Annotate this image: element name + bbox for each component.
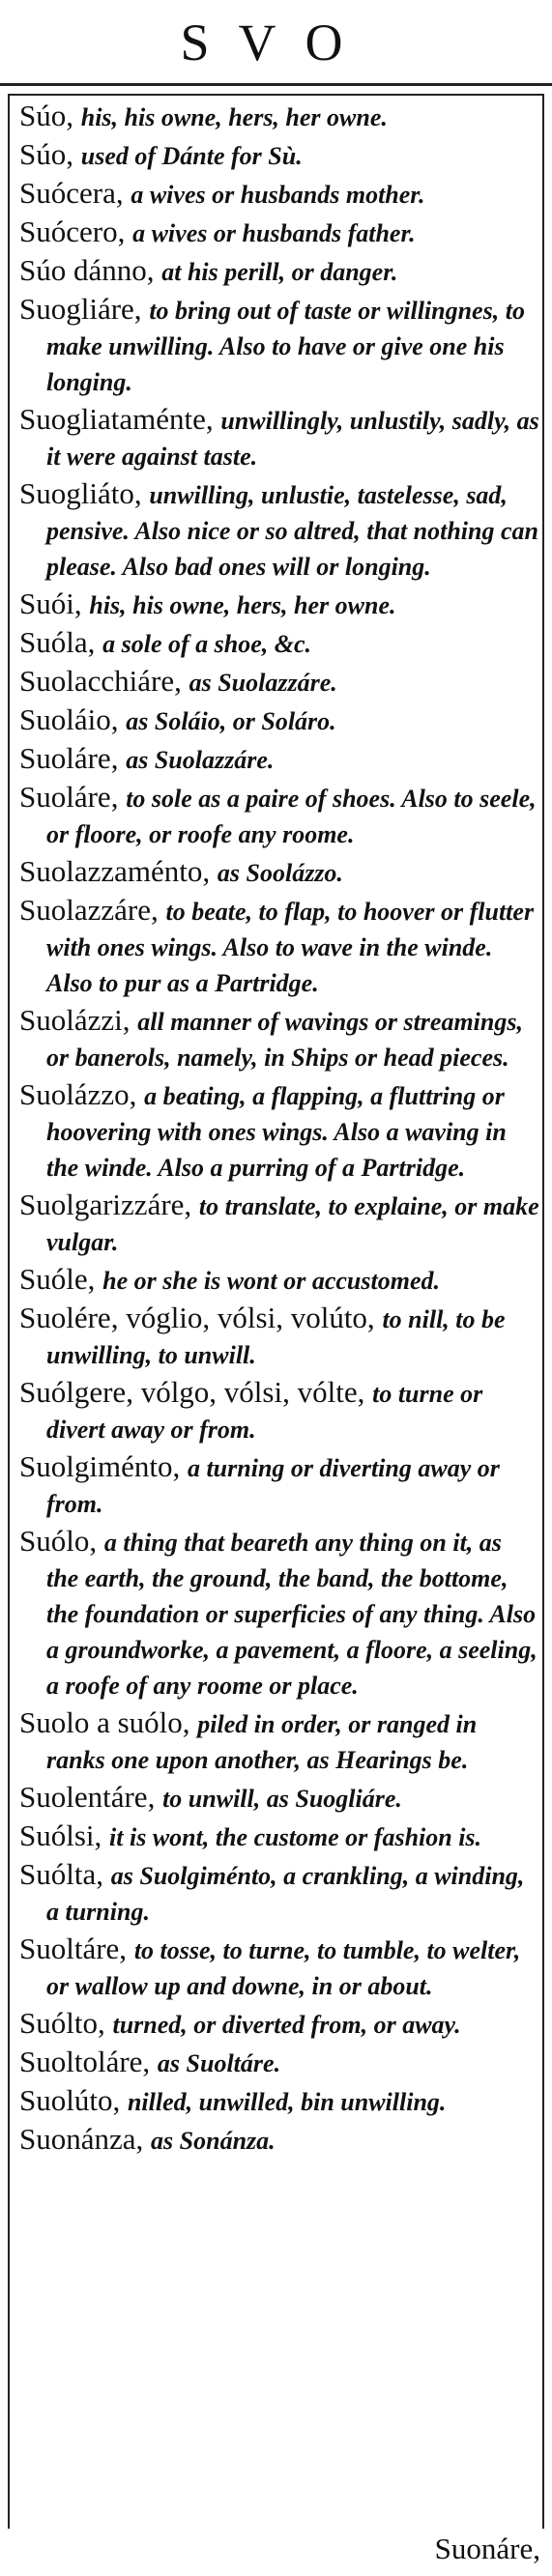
dictionary-entry	[19, 176, 539, 212]
entry-definition: to unwill, as Suogliáre.	[162, 1785, 402, 1813]
entry-definition: used of Dánte for Sù.	[80, 142, 303, 170]
dictionary-entry	[19, 2006, 539, 2042]
entry-definition: turned, or diverted from, or away.	[112, 2011, 461, 2039]
entry-headword: Suolazzáre,	[19, 893, 166, 927]
entry-headword: Suogliáre,	[19, 292, 150, 326]
entry-headword: Suólsi,	[19, 1818, 110, 1852]
entry-headword: Suoltáre,	[19, 1932, 134, 1965]
dictionary-entry	[19, 402, 539, 473]
entry-definition: unwilling, unlustie, tastelesse, sad, pensive. Also nice or so altred, that nothing can please. Also bad ones will or longing.	[46, 481, 538, 581]
dictionary-entry	[19, 702, 539, 738]
entry-definition: all manner of wavings or streamings, or banerols, namely, in Ships or head pieces.	[46, 1008, 523, 1072]
entry-headword: Suoláre,	[19, 780, 127, 814]
entry-definition: to turne or divert away or from.	[46, 1380, 483, 1444]
dictionary-entry	[19, 893, 539, 1000]
dictionary-entry	[19, 1932, 539, 2003]
dictionary-entry	[19, 1375, 539, 1446]
entry-definition: a wives or husbands mother.	[131, 181, 425, 209]
dictionary-entry	[19, 1262, 539, 1298]
entry-headword: Suolúto,	[19, 2083, 128, 2117]
dictionary-entry	[19, 2045, 539, 2080]
page-heading: SVO	[180, 14, 372, 72]
entry-definition: his, his owne, hers, her owne.	[80, 103, 388, 131]
entry-definition: as Suolazzáre.	[189, 669, 337, 697]
entry-headword: Suogliataménte,	[19, 402, 221, 436]
entry-definition: as Soláio, or Soláro.	[126, 707, 336, 735]
entry-definition: his, his owne, hers, her owne.	[89, 591, 396, 619]
dictionary-entry	[19, 1188, 539, 1259]
catchword: Suonáre,	[434, 2532, 540, 2565]
entry-definition: as Sonánza.	[151, 2127, 276, 2155]
entry-definition: to bring out of taste or willingnes, to make unwilling. Also to have or give one his longing.	[46, 297, 525, 396]
entry-definition: a turning or diverting away or from.	[46, 1454, 500, 1518]
dictionary-entry	[19, 1857, 539, 1929]
dictionary-entry	[19, 1449, 539, 1521]
entry-headword: Suolentáre,	[19, 1780, 163, 1814]
entry-headword: Suonánza,	[19, 2122, 152, 2156]
entry-headword: Suócera,	[19, 176, 131, 210]
entry-definition: as Suolgiménto, a crankling, a winding, a turning.	[46, 1862, 525, 1926]
entry-definition: as Suoltáre.	[157, 2049, 281, 2077]
dictionary-entry	[19, 1301, 539, 1372]
dictionary-entry	[19, 253, 539, 289]
entry-definition: as Soolázzo.	[217, 859, 343, 887]
entry-headword: Súo,	[19, 137, 81, 171]
entry-headword: Suolo a suólo,	[19, 1705, 198, 1739]
dictionary-entry	[19, 1818, 539, 1854]
entry-headword: Suolére, vóglio, vólsi, volúto,	[19, 1301, 383, 1334]
top-rule	[0, 83, 552, 86]
entry-headword: Súo,	[19, 99, 81, 132]
entry-headword: Suócero,	[19, 215, 133, 248]
entry-definition: to nill, to be unwilling, to unwill.	[46, 1305, 506, 1369]
entry-headword: Suolázzi,	[19, 1003, 138, 1037]
column-right-rule	[542, 94, 544, 2529]
dictionary-entry	[19, 215, 539, 250]
entry-headword: Suoláre,	[19, 741, 127, 775]
entry-definition: he or she is wont or accustomed.	[102, 1267, 440, 1295]
entry-headword: Suóle,	[19, 1262, 103, 1296]
entry-definition: at his perill, or danger.	[161, 258, 398, 286]
entry-definition: it is wont, the custome or fashion is.	[109, 1823, 482, 1851]
entry-definition: nilled, unwilled, bin unwilling.	[127, 2088, 447, 2116]
entry-definition: to tosse, to turne, to tumble, to welter, or wallow up and downe, in or about.	[46, 1936, 521, 2000]
entry-headword: Suólo,	[19, 1524, 104, 1558]
dictionary-entry	[19, 741, 539, 777]
entry-definition: a sole of a shoe, &c.	[102, 630, 312, 658]
entry-definition: as Suolazzáre.	[126, 746, 275, 774]
entry-definition: a thing that beareth any thing on it, as the earth, the ground, the band, the bottome, the foundation or superficies of any thing. Also a groundworke, a pavement, a floore, a seeling, a roofe of any roome or place.	[46, 1529, 537, 1700]
column-left-rule	[8, 94, 10, 2529]
dictionary-column	[19, 99, 539, 2161]
dictionary-entry	[19, 1077, 539, 1185]
entry-headword: Suolgiménto,	[19, 1449, 188, 1483]
entry-headword: Suolgarizzáre,	[19, 1188, 199, 1221]
entry-headword: Suólto,	[19, 2006, 113, 2040]
entry-definition: a beating, a flapping, a fluttring or hoovering with ones wings. Also a waving in the winde. Also a purring of a Partridge.	[46, 1082, 507, 1182]
dictionary-entry	[19, 476, 539, 584]
dictionary-entry	[19, 780, 539, 851]
dictionary-entry	[19, 664, 539, 700]
dictionary-entry	[19, 1780, 539, 1816]
entry-definition: to beate, to flap, to hoover or flutter with ones wings. Also to wave in the winde. Also to pur as a Partridge.	[46, 898, 535, 997]
column-top-rule	[8, 94, 544, 96]
dictionary-entry	[19, 587, 539, 622]
dictionary-entry	[19, 292, 539, 399]
dictionary-entry	[19, 2083, 539, 2119]
entry-definition: to sole as a paire of shoes. Also to seele, or floore, or roofe any roome.	[46, 785, 537, 848]
entry-headword: Súo dánno,	[19, 253, 162, 287]
entry-definition: piled in order, or ranged in ranks one upon another, as Hearings be.	[46, 1710, 478, 1774]
entry-headword: Suolazzaménto,	[19, 854, 218, 888]
entry-headword: Suoltoláre,	[19, 2045, 158, 2078]
dictionary-entry	[19, 854, 539, 890]
dictionary-entry	[19, 1003, 539, 1074]
dictionary-entry	[19, 1524, 539, 1703]
entry-definition: a wives or husbands father.	[132, 219, 416, 247]
entry-headword: Suogliáto,	[19, 476, 150, 510]
entry-definition: unwillingly, unlustily, sadly, as it were against taste.	[46, 407, 539, 471]
entry-headword: Suoláio,	[19, 702, 127, 736]
dictionary-entry	[19, 625, 539, 661]
entry-headword: Suolázzo,	[19, 1077, 145, 1111]
entry-headword: Suólgere, vólgo, vólsi, vólte,	[19, 1375, 373, 1409]
entry-definition: to translate, to explaine, or make vulgar.	[46, 1192, 539, 1256]
entry-headword: Suólta,	[19, 1857, 111, 1891]
dictionary-entry	[19, 137, 539, 173]
dictionary-entry	[19, 1705, 539, 1777]
entry-headword: Suói,	[19, 587, 90, 620]
entry-headword: Suolacchiáre,	[19, 664, 189, 698]
dictionary-entry	[19, 2122, 539, 2158]
dictionary-entry	[19, 99, 539, 134]
entry-headword: Suóla,	[19, 625, 103, 659]
